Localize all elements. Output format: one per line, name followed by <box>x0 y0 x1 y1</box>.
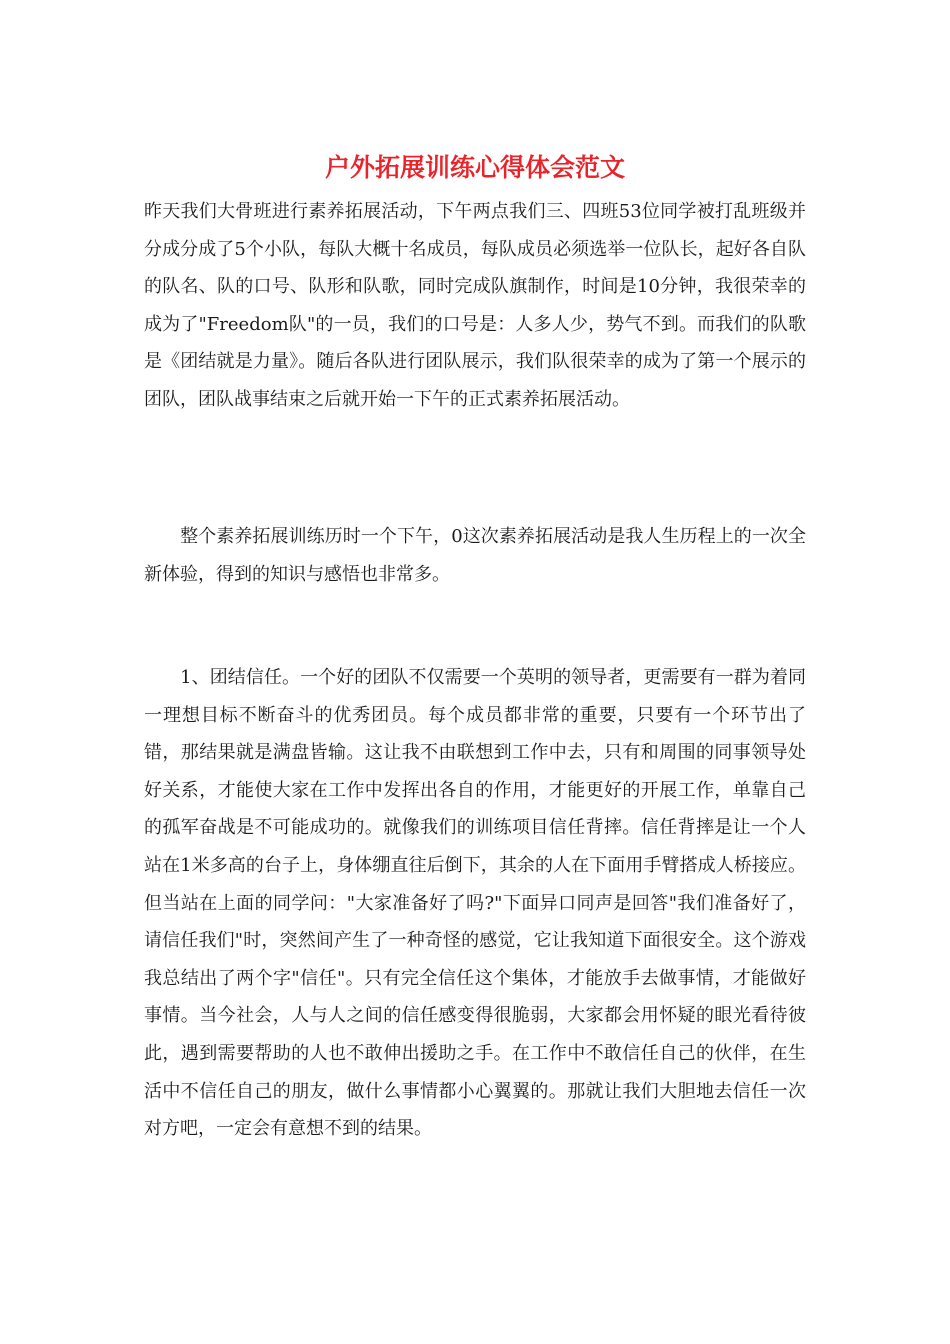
paragraph-overview: 整个素养拓展训练历时一个下午，0这次素养拓展活动是我人生历程上的一次全新体验，得到的知识与感悟也非常多。 <box>144 526 806 585</box>
document-title: 户外拓展训练心得体会范文 <box>324 153 625 182</box>
paragraph-point-1-trust: 1、团结信任。一个好的团队不仅需要一个英明的领导者，更需要有一群为着同一理想目标不断奋斗的优秀团员。每个成员都非常的重要，只要有一个环节出了错，那结果就是满盘皆输。这让我不由联想到工作中去，只有和周围的同事领导处好关系，才能使大家在工作中发挥出各自的作用，才能更好的开展工作，单靠自己的孤军奋战是不可能成功的。就像我们的训练项目信任背摔。信任背摔是让一个人站在1米多高的台子上，身体绷直往后倒下，其余的人在下面用手臂搭成人桥接应。但当站在上面的同学问："大家准备好了吗?"下面异口同声是回答"我们准备好了，请信任我们"时，突然间产生了一种奇怪的感觉，它让我知道下面很安全。这个游戏我总结出了两个字"信任"。只有完全信任这个集体，才能放手去做事情，才能做好事情。当今社会，人与人之间的信任感变得很脆弱，大家都会用怀疑的眼光看待彼此，遇到需要帮助的人也不敢伸出援助之手。在工作中不敢信任自己的伙伴，在生活中不信任自己的朋友，做什么事情都小心翼翼的。那就让我们大胆地去信任一次对方吧，一定会有意想不到的结果。 <box>144 667 806 1140</box>
paragraph-intro: 昨天我们大骨班进行素养拓展活动，下午两点我们三、四班53位同学被打乱班级并分成分成了5个小队，每队大概十名成员，每队成员必须选举一位队长，起好各自队的队名、队的口号、队形和队歌，同时完成队旗制作，时间是10分钟，我很荣幸的成为了"Freedom队"的一员，我们的口号是：人多人少，势气不到。而我们的队歌是《团结就是力量》。随后各队进行团队展示，我们队很荣幸的成为了第一个展示的团队，团队战事结束之后就开始一下午的正式素养拓展活动。 <box>144 201 806 410</box>
